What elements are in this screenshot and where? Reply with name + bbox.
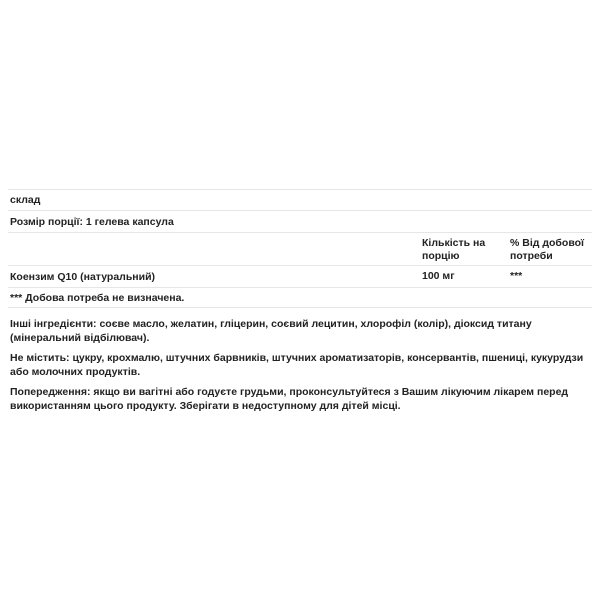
does-not-contain-text: Не містить: цукру, крохмалю, штучних барвників, штучних ароматизаторів, консервантів, пшениці, кукурудзи або молочних продуктів.	[10, 352, 584, 378]
footnote-row	[8, 287, 592, 308]
other-ingredients-text: Інші інгредієнти: соєве масло, желатин, гліцерин, соєвий лецитин, хлорофіл (колір), діоксид титану (мінеральний відбілювач).	[10, 318, 532, 344]
facts-title-row	[8, 189, 592, 210]
ingredient-amount: 100 мг	[422, 270, 455, 282]
ingredient-daily-value: ***	[510, 270, 523, 282]
serving-size-row	[8, 210, 592, 232]
header-daily-value: % Від добової потреби	[510, 237, 584, 262]
supplement-facts-table	[8, 189, 592, 308]
product-notes	[10, 317, 590, 419]
warning-text: Попередження: якщо ви вагітні або годуєте грудьми, проконсультуйтеся з Вашим лікуючим лікарем перед використанням цього продукту. Зберігати в недоступному для дітей місці.	[10, 386, 569, 412]
table-header-row	[8, 232, 592, 265]
table-row	[8, 265, 592, 287]
serving-size: Розмір порції: 1 гелева капсула	[10, 215, 174, 228]
facts-title: склад	[10, 194, 41, 206]
header-amount-per-serving: Кількість на порцію	[422, 237, 486, 262]
ingredient-name: Коензим Q10 (натуральний)	[10, 270, 156, 283]
footnote: *** Добова потреба не визначена.	[10, 291, 185, 304]
